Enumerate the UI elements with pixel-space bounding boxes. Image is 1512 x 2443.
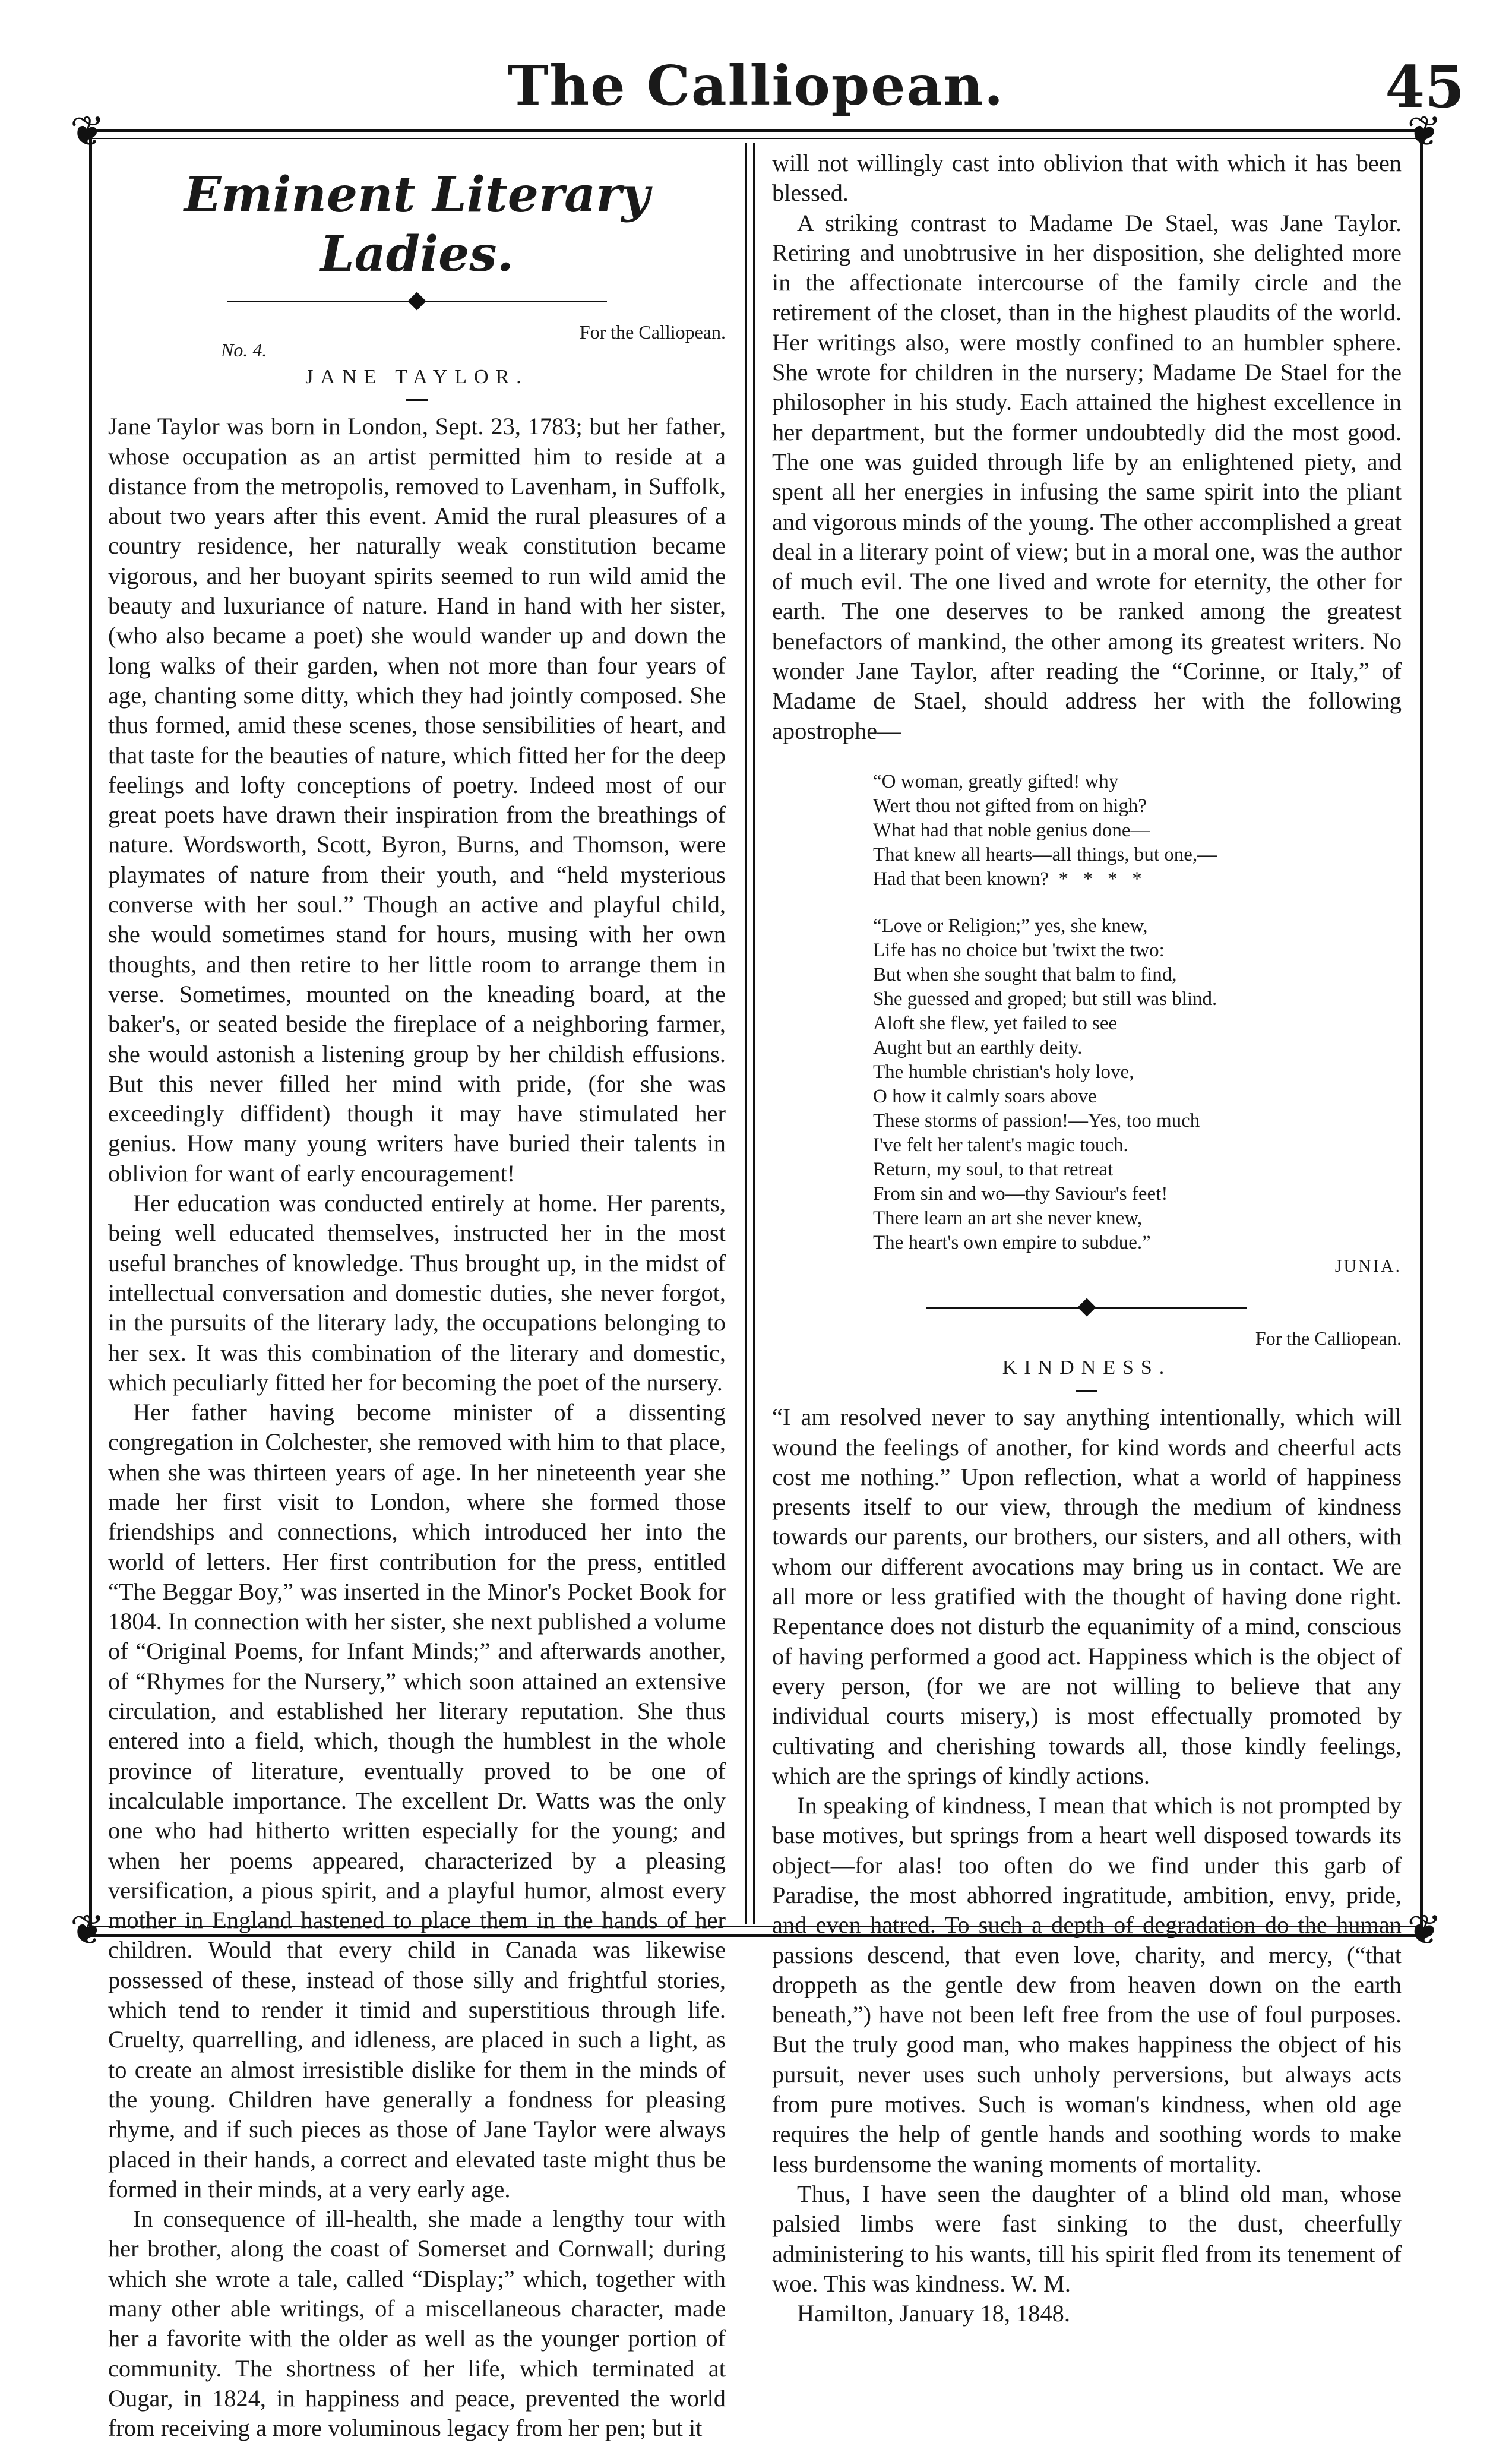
poem-line: There learn an art she never knew, [873,1207,1143,1229]
paragraph: Her education was conducted entirely at home. Her parents, being well educated themselves, instructed her in the most useful branches of knowledge. Thus brought up, in the midst of intellectual conversation and domestic duties, she never forgot, in the pursuits of the literary lady, the occupations belonging to her sex. It was this combination of the literary and domestic, which peculiarly fitted her for becoming the poet of the nursery. [108,1190,726,1396]
paragraph: Jane Taylor was born in London, Sept. 23, 1783; but her father, whose occupation as an artist permitted him to reside at a distance from the metropolis, removed to Lavenham, in Suffolk, about two years after this event. Amid the rural pleasures of a country residence, her naturally weak constitution became vigorous, and her buoyant spirits seemed to run wild amid the beauty and luxuriance of nature. Hand in hand with her sister, (who also became a poet) she would wander up and down the long walks of their garden, when not more than four years of age, chanting some ditty, which they had jointly composed. She thus formed, amid these scenes, those sensibilities of heart, and that taste for the beauties of nature, which fitted her for the deep feelings and lofty conceptions of poetry. Indeed most of our great poets have drawn their inspiration from the breathings of nature. Wordsworth, Scott, Byron, Burns, and Thomson, were playmates of nature from their youth, and “held mysterious converse with her soul.” Though an active and playful child, she would sometimes stand for hours, musing with her own thoughts, and then retire to her little room to arrange them in verse. Sometimes, mounted on the kneading board, at the baker's, or seated beside the fireplace of a neighboring farmer, she would astonish a listening group by her childish effusions. But this never filled her mind with pride, (for she was exceedingly diffident) though it may have stimulated her genius. How many young writers have buried their talents in oblivion for want of early encouragement! [108,413,726,1187]
poem-stanza [873,914,1402,1255]
masthead [0,53,1512,131]
article-byline: For the Calliopean. [1255,1327,1402,1349]
column-divider-rule-2 [753,143,755,1924]
article-title: Eminent Literary Ladies. [184,166,650,283]
article-byline: For the Calliopean. [579,321,726,343]
divider-diamond-icon [407,292,426,310]
poem-line: What had that noble genius done— [873,819,1150,841]
byline-row [108,314,726,361]
divider-diamond-icon [1077,1298,1096,1316]
poem-line: Return, my soul, to that retreat [873,1158,1114,1180]
column-divider-rule [745,143,747,1924]
poem-line: O how it calmly soars above [873,1085,1097,1107]
corner-ornament-top-left-icon: ❦ [70,107,105,156]
poem-line: I've felt her talent's magic touch. [873,1134,1128,1156]
poem-line: These storms of passion!—Yes, too much [873,1110,1200,1132]
poem-line: But when she sought that balm to find, [873,963,1177,985]
paragraph-continued: will not willingly cast into oblivion that with which it has been blessed. [772,150,1402,207]
poem-line: Life has no choice but 'twixt the two: [873,939,1165,961]
corner-ornament-bottom-left-icon: ❦ [70,1905,105,1954]
left-column [108,148,726,2443]
poem-line: Wert thou not gifted from on high? [873,795,1147,817]
page-number: 45 [1385,53,1464,121]
poem-line: She guessed and groped; but still was blind. [873,988,1217,1010]
subject-dash [1076,1390,1097,1392]
poem-line: “O woman, greatly gifted! why [873,770,1119,792]
paragraph: In speaking of kindness, I mean that which is not prompted by base motives, but springs from a heart well disposed towards its object—for alas! too often do we find under this garb of Paradise, the most abhorred ingratitude, ambition, envy, pride, and even hatred. To such a depth of degradation do the human passions descend, that even love, charity, and mercy, (“that droppeth as the gentle dew from heaven down on the earth beneath,”) have not been left free from the use of foul purposes. But the truly good man, who makes happiness the object of his pursuit, never uses such unholy perversions, but always acts from pure motives. Such is woman's kindness, when old age requires the help of gentle hands and soothing words to make less burdensome the waning moments of mortality. [772,1792,1402,2177]
poem-line: Aloft she flew, yet failed to see [873,1012,1118,1034]
poem-line: From sin and wo—thy Saviour's feet! [873,1183,1168,1205]
poem-signature: JUNIA. [1334,1256,1402,1276]
dateline: Hamilton, January 18, 1848. [797,2300,1070,2327]
corner-ornament-bottom-right-icon: ❦ [1407,1905,1442,1954]
article-subject: KINDNESS. [1002,1356,1172,1379]
right-border-rule [1420,134,1423,1933]
top-rule [89,129,1423,132]
subject-dash [406,399,428,401]
paragraph: Thus, I have seen the daughter of a blind old man, whose palsied limbs were fast sinking to the dust, cheerfully administering to his wants, till his spirit fled from its tenement of woe. This was kindness. W. M. [772,2180,1402,2297]
corner-ornament-top-right-icon: ❦ [1407,107,1442,156]
byline-row [772,1320,1402,1353]
poem-line: That knew all hearts—all things, but one,— [873,843,1217,865]
article-divider [772,1296,1402,1320]
article-subject: JANE TAYLOR. [305,366,529,388]
paragraph: A striking contrast to Madame De Stael, was Jane Taylor. Retiring and unobtrusive in her disposition, she delighted more in the affectionate intercourse of the family circle and the retirement of the closet, than in the highest plaudits of the world. Her writings also, were mostly confined to an humbler sphere. She wrote for children in the nursery; Madame De Stael for the philosopher in his study. Each attained the highest excellence in her department, but the former undoubtedly did the most good. The one was guided through life by an enlightened piety, and spent all her energies in infusing the same spirit into the pliant and vigorous minds of the young. The other accomplished a great deal in a literary point of view; but in a moral one, was the author of much evil. The one lived and wrote for eternity, the other for earth. The one deserves to be ranked among the greatest benefactors of mankind, the other among its greatest writers. No wonder Jane Taylor, after reading the “Corinne, or Italy,” of Madame de Stael, should address her with the following apostrophe— [772,209,1402,744]
title-divider [108,290,726,314]
right-column [772,148,1402,2328]
masthead-title: The Calliopean. [507,53,1005,118]
poem-line: Had that been known? * * * * [873,868,1142,890]
top-rule-thin [89,138,1423,139]
poem [873,770,1402,1278]
article-number: No. 4. [221,339,267,361]
poem-line: Aught but an earthly deity. [873,1036,1083,1058]
paragraph: Her father having become minister of a dissenting congregation in Colchester, she removed with him to that place, when she was thirteen years of age. In her nineteenth year she made her first visit to London, where she formed those friendships and connections, which introduced her into the world of letters. Her first contribution for the press, entitled “The Beggar Boy,” was inserted in the Minor's Pocket Book for 1804. In connection with her sister, she next published a volume of “Original Poems, for Infant Minds;” and afterwards another, of “Rhymes for the Nursery,” which soon attained an extensive circulation, and established her literary reputation. She thus entered into a field, which, though the humblest in the whole province of literature, eventually proved to be one of incalculable importance. The excellent Dr. Watts was the only one who had hitherto written especially for the young; and when her poems appeared, characterized by a pleasing versification, a pious spirit, and a playful humor, almost every mother in England hastened to place them in the hands of her children. Would that every child in Canada was likewise possessed of these, instead of those silly and frightful stories, which tend to render it timid and superstitious through life. Cruelty, quarrelling, and idleness, are placed in such a light, as to create an almost irresistible dislike for them in the minds of the young. Children have generally a fondness for pleasing rhyme, and if such pieces as those of Jane Taylor were always placed in their hands, a correct and elevated taste might thus be formed in their minds, at a very early age. [108,1399,726,2202]
poem-line: The humble christian's holy love, [873,1061,1134,1083]
left-border-rule [89,134,92,1933]
poem-stanza [873,770,1402,892]
paragraph: In consequence of ill-health, she made a lengthy tour with her brother, along the coast of Somerset and Cornwall; during which she wrote a tale, called “Display;” which, together with many other able writings, of a miscellaneous character, made her a favorite with the older as well as the younger portion of community. The shortness of her life, which terminated at Ougar, in 1824, in happiness and peace, prevented the world from receiving a more voluminous legacy from her pen; but it [108,2205,726,2442]
poem-line: “Love or Religion;” yes, she knew, [873,915,1148,937]
poem-line: The heart's own empire to subdue.” [873,1231,1151,1253]
paragraph: “I am resolved never to say anything intentionally, which will wound the feelings of another, for kind words and cheerful acts cost me nothing.” Upon reflection, what a world of happiness presents itself to our view, through the medium of kindness towards our parents, our brothers, our sisters, and all others, with whom our different avocations may bring us in contact. We are all more or less gratified with the thought of having done right. Repentance does not disturb the equanimity of a mind, conscious of having performed a good act. Happiness which is the object of every person, (for we are not willing to believe that any individual courts misery,) is most effectually promoted by cultivating and cherishing towards all, those kindly feelings, which are the springs of kindly actions. [772,1404,1402,1789]
